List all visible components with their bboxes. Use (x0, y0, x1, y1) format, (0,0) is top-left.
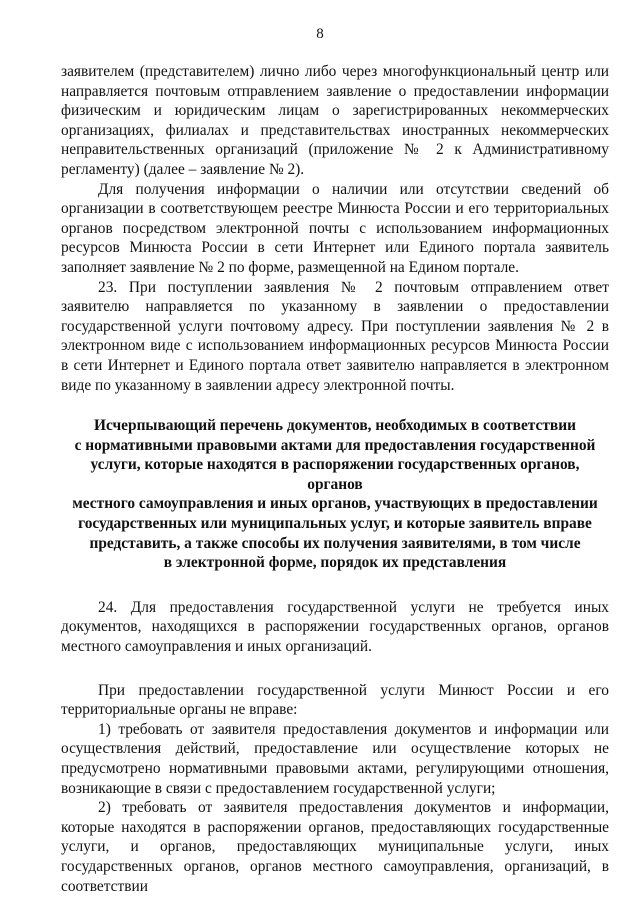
list-item-1: 1) требовать от заявителя предоставления документов и информации или осуществления действий, предоставление или осуществление которых не предусмотрено нормативными правовыми актами, регулирующими отношения, возникающие в связи с предоставлением государственной услуги; (61, 720, 609, 797)
heading-line: государственных или муниципальных услуг, и которые заявитель вправе (78, 515, 592, 533)
heading-line: с нормативными правовыми актами для предоставления государственной (74, 436, 596, 454)
paragraph-not-entitled: При предоставлении государственной услуги Минюст России и его территориальные органы не вправе: (61, 681, 609, 719)
list-item-2: 2) требовать от заявителя предоставления документов и информации, которые находятся в распоряжении органов, предоставляющих государственные услуги, и органов, предоставляющих муниципальные услуги, иных государственных органов, органов местного самоуправления, организаций, в соответствии (61, 799, 609, 895)
section-heading (61, 416, 609, 573)
paragraph-info-request: Для получения информации о наличии или отсутствии сведений об организации в соответствующем реестре Минюста России и его территориальных органов посредством электронной почты с использованием информационных ресурсов Минюста России в сети Интернет или Единого портала заявитель заполняет заявление № 2 по форме, размещенной на Едином портале. (61, 180, 609, 276)
heading-line: представить, а также способы их получения заявителями, в том числе (89, 534, 581, 552)
paragraph-23: 23. При поступлении заявления № 2 почтовым отправлением ответ заявителю направляется по указанному в заявлении о предоставлении государственной услуги почтовому адресу. При поступлении заявления № 2 в электронном виде с использованием информационных ресурсов Минюста России в сети Интернет и Единого портала ответ заявителю направляется в электронном виде по указанному в заявлении адресу электронной почты. (61, 278, 609, 394)
document-body (61, 62, 609, 896)
page-number: 8 (316, 26, 324, 42)
paragraph-continuation: заявителем (представителем) лично либо через многофункциональный центр или направляется почтовым отправлением заявление о предоставлении информации физическим и юридическим лицам о зарегистрированных некоммерческих организациях, филиалах и представительствах иностранных некоммерческих неправительственных организаций (приложение № 2 к Административному регламенту) (далее – заявление № 2). (61, 63, 609, 178)
heading-line: Исчерпывающий перечень документов, необходимых в соответствии (94, 417, 576, 435)
heading-line: услуги, которые находятся в распоряжении государственных органов, органов (90, 456, 580, 493)
paragraph-24: 24. Для предоставления государственной услуги не требуется иных документов, находящихся в распоряжении государственных органов, органов местного самоуправления и иных организаций. (61, 598, 609, 656)
heading-line: в электронной форме, порядок их представления (163, 554, 507, 572)
heading-line: местного самоуправления и иных органов, участвующих в предоставлении (72, 495, 598, 513)
